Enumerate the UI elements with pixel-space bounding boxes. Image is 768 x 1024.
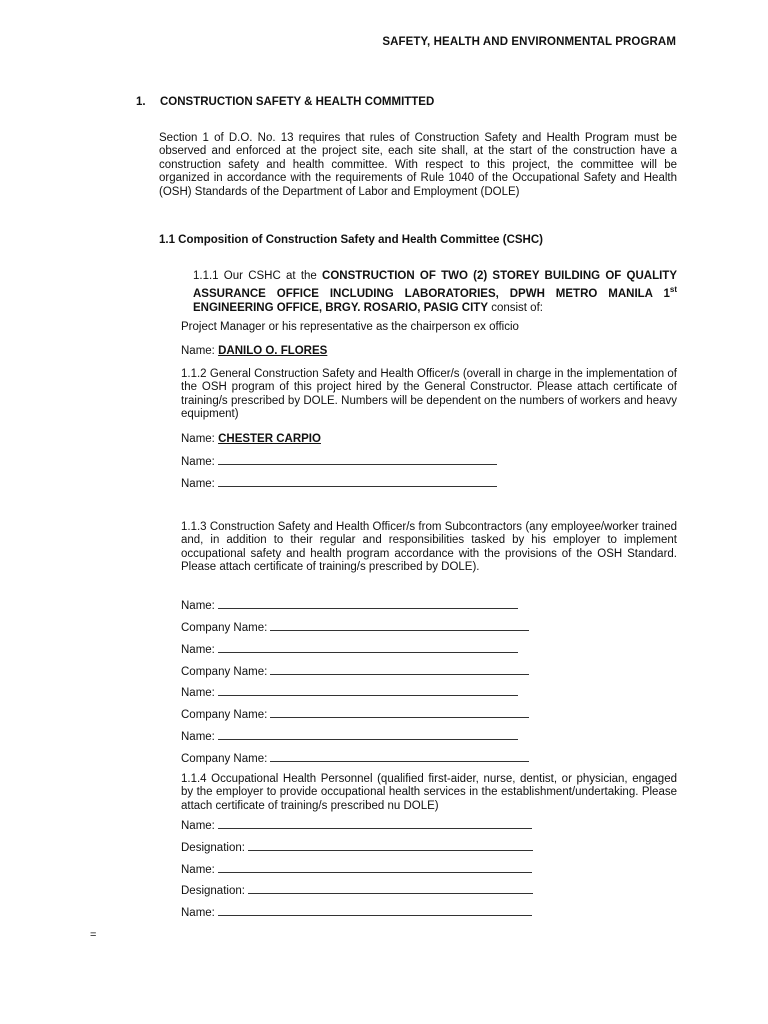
section-1-1-3-paragraph: 1.1.3 Construction Safety and Health Officer/s from Subcontractors (any employee/worker trained and, in addition to their regular and responsibilities tasked by his employer to implement occupational safety and health program accordance with the provisions of the OSH Standard. Please attach certificate of training/s prescribed by DOLE). xyxy=(181,521,677,574)
p111-lead: 1.1.1 Our CSHC at the xyxy=(193,270,323,282)
company-blank-field[interactable] xyxy=(270,708,529,718)
company-blank-field[interactable] xyxy=(270,621,529,631)
name-blank-field[interactable] xyxy=(218,906,532,916)
section-1-paragraph: Section 1 of D.O. No. 13 requires that rules of Construction Safety and Health Program must be observed and enforced at the project site, each site shall, at the start of the construction have a construction safety and health committee. With respect to this project, the committee will be organized in accordance with the requirements of Rule 1040 of the Occupational Safety and Health (OSH) Standards of the Department of Labor and Employment (DOLE) xyxy=(159,132,677,198)
subcontractor-company-row xyxy=(181,665,529,678)
subcontractor-name-row xyxy=(181,599,518,612)
p111-project-2: ENGINEERING OFFICE, BRGY. ROSARIO, PASIG CITY xyxy=(193,301,488,314)
company-name-label: Company Name: xyxy=(181,666,268,678)
name-blank-field[interactable] xyxy=(218,455,497,465)
name-blank-field[interactable] xyxy=(218,477,497,487)
designation-blank-field[interactable] xyxy=(248,841,533,851)
company-blank-field[interactable] xyxy=(270,752,529,762)
ohp-name-row xyxy=(181,863,532,876)
section-1-number: 1. xyxy=(136,96,146,108)
designation-label: Designation: xyxy=(181,842,245,854)
section-1-1-1-paragraph xyxy=(193,270,677,315)
subcontractor-name-row xyxy=(181,643,518,656)
officer-blank-row xyxy=(181,455,497,468)
officer-name-row xyxy=(181,433,321,445)
footer-mark: = xyxy=(90,929,97,941)
ohp-name-row xyxy=(181,819,532,832)
section-1-title: CONSTRUCTION SAFETY & HEALTH COMMITTED xyxy=(160,96,435,108)
p111-superscript: st xyxy=(669,285,677,295)
section-1-1-4-paragraph: 1.1.4 Occupational Health Personnel (qualified first-aider, nurse, dentist, or physician, engaged by the employer to provide occupational health services in the establishment/undertaking. Please attach certificate of training/s prescribed nu DOLE) xyxy=(181,773,677,812)
name-label: Name: xyxy=(181,478,215,490)
name-blank-field[interactable] xyxy=(218,730,518,740)
name-label: Name: xyxy=(181,644,215,656)
company-name-label: Company Name: xyxy=(181,753,268,765)
officer-name-value: CHESTER CARPIO xyxy=(218,433,321,445)
name-label: Name: xyxy=(181,820,215,832)
officer-blank-row xyxy=(181,477,497,490)
name-blank-field[interactable] xyxy=(218,819,532,829)
name-blank-field[interactable] xyxy=(218,686,518,696)
name-blank-field[interactable] xyxy=(218,643,518,653)
company-name-label: Company Name: xyxy=(181,622,268,634)
name-label: Name: xyxy=(181,687,215,699)
subcontractor-name-row xyxy=(181,686,518,699)
company-blank-field[interactable] xyxy=(270,665,529,675)
chair-name-label: Name: xyxy=(181,345,215,357)
company-name-label: Company Name: xyxy=(181,709,268,721)
name-label: Name: xyxy=(181,731,215,743)
subcontractor-company-row xyxy=(181,708,529,721)
name-blank-field[interactable] xyxy=(218,863,532,873)
subcontractor-company-row xyxy=(181,752,529,765)
name-label: Name: xyxy=(181,456,215,468)
section-1-1-heading: 1.1 Composition of Construction Safety and Health Committee (CSHC) xyxy=(159,234,543,246)
name-label: Name: xyxy=(181,600,215,612)
designation-label: Designation: xyxy=(181,885,245,897)
ohp-designation-row xyxy=(181,884,533,897)
name-label: Name: xyxy=(181,864,215,876)
subcontractor-name-row xyxy=(181,730,518,743)
program-header: SAFETY, HEALTH AND ENVIRONMENTAL PROGRAM xyxy=(382,36,676,48)
name-blank-field[interactable] xyxy=(218,599,518,609)
ohp-name-row xyxy=(181,906,532,919)
subcontractor-company-row xyxy=(181,621,529,634)
designation-blank-field[interactable] xyxy=(248,884,533,894)
officer-name-label: Name: xyxy=(181,433,215,445)
section-1-1-2-paragraph: 1.1.2 General Construction Safety and Health Officer/s (overall in charge in the implementation of the OSH program of this project hired by the General Constructor. Please attach certificate of training/s prescribed by DOLE. Numbers will be dependent on the numbers of workers and heavy equipment) xyxy=(181,368,677,421)
chair-name-value: DANILO O. FLORES xyxy=(218,345,328,357)
p111-tail: consist of: xyxy=(488,301,543,314)
section-1-heading xyxy=(136,96,434,108)
chairperson-line: Project Manager or his representative as the chairperson ex officio xyxy=(181,321,519,333)
name-label: Name: xyxy=(181,907,215,919)
chairperson-name-row xyxy=(181,345,327,357)
ohp-designation-row xyxy=(181,841,533,854)
p111-project: CONSTRUCTION OF TWO (2) STOREY BUILDING OF QUALITY ASSURANCE OFFICE INCLUDING LABORATORIES, DPWH METRO MANILA 1 xyxy=(193,270,677,301)
